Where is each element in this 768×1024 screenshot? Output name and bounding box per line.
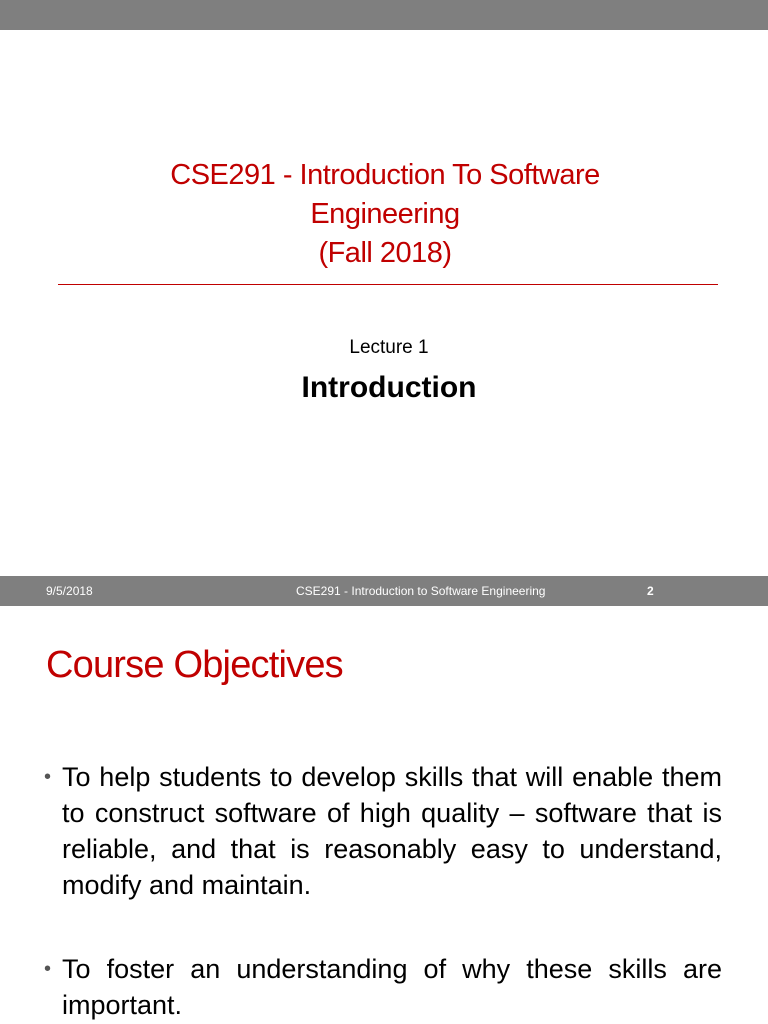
objectives-slide (0, 606, 768, 1024)
title-line-1: CSE291 - Introduction To Software (170, 159, 600, 191)
objectives-title: Course Objectives (46, 644, 343, 686)
slide-footer (0, 576, 768, 606)
top-bar (0, 0, 768, 30)
title-line-2: Engineering (310, 198, 460, 230)
bullet-icon: • (44, 958, 52, 980)
bullet-item (44, 951, 722, 1023)
title-divider (58, 284, 718, 285)
lecture-title: Introduction (301, 371, 477, 404)
footer-page-number: 2 (647, 584, 654, 598)
title-line-3: (Fall 2018) (318, 237, 452, 269)
bullet-icon: • (44, 766, 52, 788)
footer-date: 9/5/2018 (46, 584, 93, 598)
bullet-item (44, 759, 722, 903)
bullet-text: To help students to develop skills that will enable them to construct software of high quality – software that is reliable, and that is reasonably easy to understand, modify and maintain. (62, 762, 722, 900)
title-slide (0, 30, 768, 576)
slide-title (60, 156, 710, 273)
bullet-text: To foster an understanding of why these skills are important. (62, 954, 722, 1020)
lecture-label: Lecture 1 (349, 337, 429, 358)
footer-course: CSE291 - Introduction to Software Engineering (296, 584, 546, 598)
